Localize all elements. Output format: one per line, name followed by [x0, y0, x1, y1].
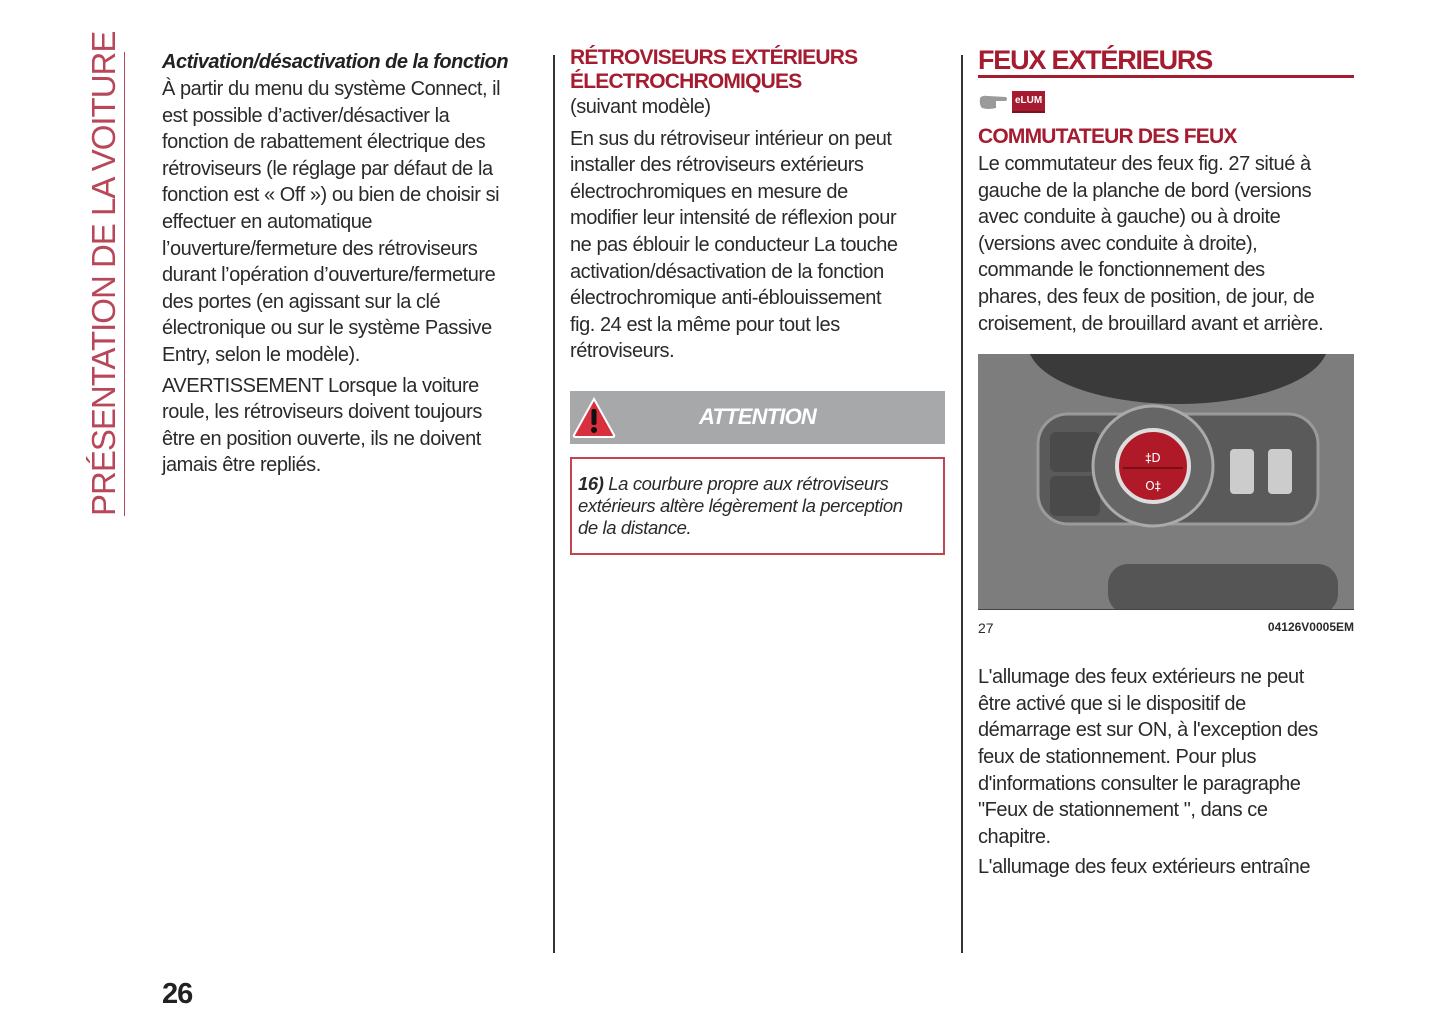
chapter-title: PRÉSENTATION DE LA VOITURE: [85, 31, 122, 516]
text-line: fig. 24 est la même pour tout les: [570, 313, 840, 336]
body-text: [978, 151, 1354, 337]
svg-text:‡D: ‡D: [1145, 451, 1161, 466]
text-line: rétroviseurs.: [570, 340, 675, 363]
column-3: [978, 46, 1354, 885]
attention-label: ATTENTION: [698, 403, 817, 429]
body-text: [162, 76, 542, 479]
text-line: "Feux de stationnement ", dans ce: [978, 799, 1268, 822]
text-line: être en position ouverte, ils ne doivent: [162, 427, 481, 450]
svg-text:O‡: O‡: [1145, 479, 1161, 494]
section-title: FEUX EXTÉRIEURS: [978, 45, 1354, 78]
text-line: modifier leur intensité de réflexion pour: [570, 207, 897, 230]
text-line: électrochromique anti-éblouissement: [570, 287, 882, 310]
section-heading: RÉTROVISEURS EXTÉRIEURS: [570, 46, 858, 69]
pointing-hand-icon: [978, 93, 1008, 111]
text-line: démarrage est sur ON, à l'exception des: [978, 719, 1318, 742]
text-line: avec conduite à gauche) ou à droite: [978, 206, 1281, 229]
text-line: fonction de rabattement électrique des: [162, 131, 486, 154]
text-line: électronique ou sur le système Passive: [162, 317, 492, 340]
body-text: [978, 664, 1354, 881]
text-line: jamais être repliés.: [162, 454, 321, 477]
text-line: chapitre.: [978, 825, 1051, 848]
paragraph: [162, 76, 542, 369]
text-line: commande le fonctionnement des: [978, 259, 1265, 282]
text-line: phares, des feux de position, de jour, de: [978, 285, 1315, 308]
note-text: La courbure propre aux rétroviseurs: [608, 472, 889, 494]
note-text: extérieurs altère légèrement la perception: [578, 494, 903, 516]
text-line: des portes (en agissant sur la clé: [162, 290, 441, 313]
subheading: (suivant modèle): [570, 96, 711, 118]
paragraph: [570, 126, 945, 365]
text-line: (versions avec conduite à droite),: [978, 232, 1258, 255]
text-line: être activé que si le dispositif de: [978, 692, 1246, 715]
elum-badge: eLUM: [1012, 91, 1045, 113]
text-line: Le commutateur des feux fig. 27 situé à: [978, 153, 1311, 175]
text-line: L'allumage des feux extérieurs ne peut: [978, 666, 1304, 689]
text-line: installer des rétroviseurs extérieurs: [570, 154, 864, 177]
paragraph: [978, 664, 1354, 850]
text-line: feux de stationnement. Pour plus: [978, 745, 1257, 768]
text-line: roule, les rétroviseurs doivent toujours: [162, 401, 482, 424]
section-heading: Activation/désactivation de la fonction: [162, 51, 509, 73]
note-text: de la distance.: [578, 516, 692, 538]
column-1: [162, 46, 542, 483]
text-line: AVERTISSEMENT Lorsque la voiture: [162, 374, 479, 397]
column-divider: [961, 55, 963, 953]
light-switch-figure: [978, 354, 1354, 610]
figure-number: 27: [978, 620, 994, 637]
text-line: activation/désactivation de la fonction: [570, 260, 884, 283]
text-line: effectuer en automatique: [162, 210, 373, 233]
text-line: L'allumage des feux extérieurs entraîne: [978, 856, 1311, 879]
section-heading: ÉLECTROCHROMIQUES: [570, 70, 802, 93]
column-divider: [553, 55, 555, 953]
body-text: [570, 126, 945, 365]
attention-banner: [570, 391, 945, 444]
text-line: À partir du menu du système Connect, il: [162, 78, 501, 100]
paragraph: [978, 854, 1354, 881]
paragraph: [978, 151, 1354, 337]
page-number: 26: [162, 978, 193, 1010]
attention-note: [570, 457, 945, 555]
text-line: ne pas éblouir le conducteur La touche: [570, 233, 898, 256]
text-line: durant l’opération d’ouverture/fermeture: [162, 264, 496, 287]
text-line: fonction est « Off ») ou bien de choisir si: [162, 184, 500, 207]
figure-code: 04126V0005EM: [1267, 620, 1354, 635]
text-line: d'informations consulter le paragraphe: [978, 772, 1301, 795]
text-line: croisement, de brouillard avant et arrière.: [978, 312, 1324, 335]
text-line: est possible d’activer/désactiver la: [162, 104, 450, 127]
column-2: [570, 46, 945, 555]
text-line: gauche de la planche de bord (versions: [978, 179, 1312, 202]
subsection-heading: COMMUTATEUR DES FEUX: [978, 125, 1237, 148]
note-number: 16): [578, 472, 604, 494]
paragraph: [162, 373, 542, 479]
text-line: l’ouverture/fermeture des rétroviseurs: [162, 237, 478, 260]
text-line: Entry, selon le modèle).: [162, 343, 360, 366]
text-line: En sus du rétroviseur intérieur on peut: [570, 127, 892, 150]
chapter-side-label: [84, 31, 125, 516]
text-line: électrochromiques en mesure de: [570, 180, 848, 203]
text-line: rétroviseurs (le réglage par défaut de la: [162, 157, 493, 180]
